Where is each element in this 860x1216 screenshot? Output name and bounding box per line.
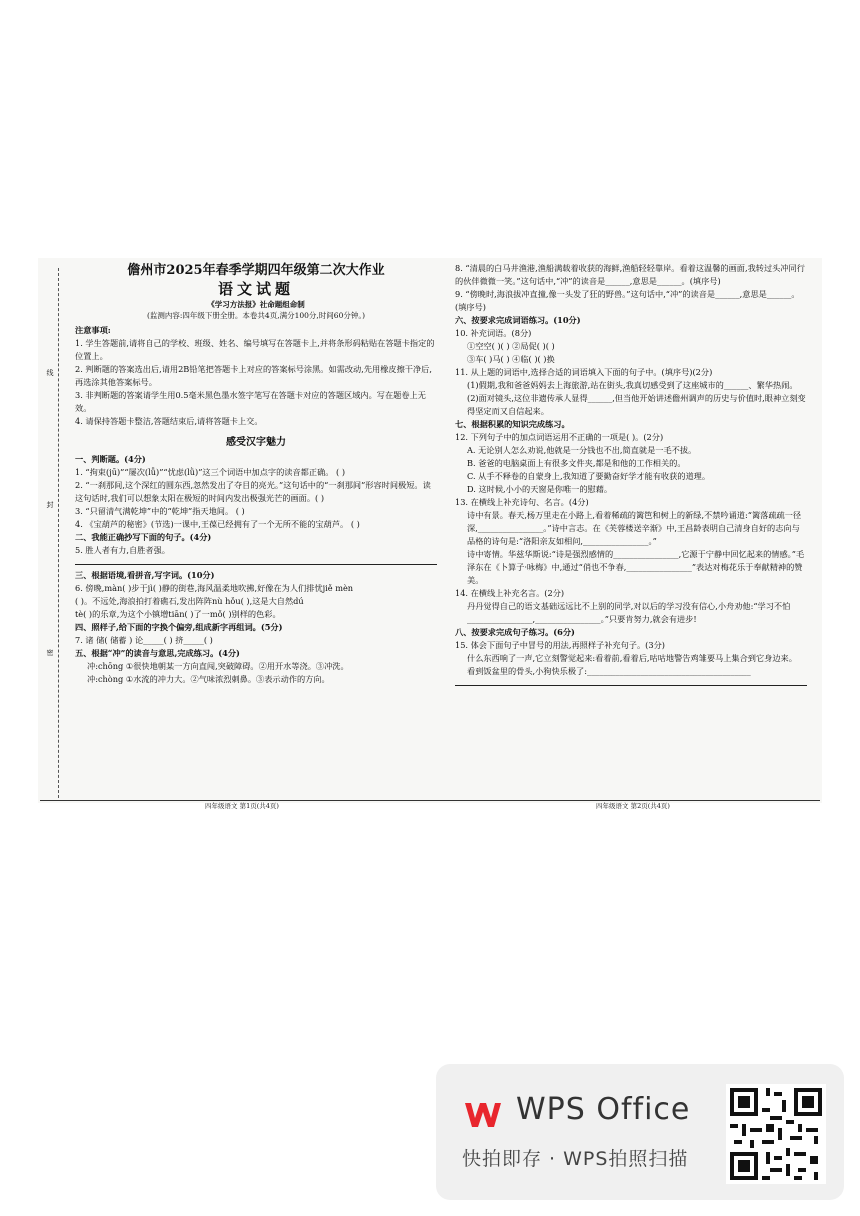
page-footer: 四年级语文 第2页(共4页) bbox=[596, 802, 670, 810]
notice-item: 3. 非判断题的答案请学生用0.5毫米黑色墨水签字笔写在答题卡对应的答题区域内。写在题卷上无效。 bbox=[75, 390, 426, 413]
question-item: 什么东西响了一声,它立刻警觉起来:看着前,看着后,咕咕地警告鸡雏要马上集合到它身边来。 bbox=[467, 653, 797, 663]
question-item: 冲:chōng ①很快地朝某一方向直闯,突破障碍。②用开水等浇。③冲洗。 bbox=[87, 661, 349, 671]
question-item: 11. 从上题的词语中,选择合适的词语填入下面的句子中。(填序号)(2分) bbox=[455, 367, 713, 377]
question-item: 7. 诸 储( 储蓄 ) 论_____( ) 挤_____( ) bbox=[75, 635, 213, 645]
part-title: 八、按要求完成句子练习。(6分) bbox=[455, 627, 575, 637]
exam-school-title: 儋州市2025年春季学期四年级第二次大作业 bbox=[127, 263, 385, 278]
question-item: 3. “只留清气满乾坤”中的“乾坤”指天地间。 ( ) bbox=[75, 506, 245, 516]
exam-scope: (监测内容:四年级下册全册。本卷共4页,满分100分,时间60分钟。) bbox=[146, 311, 366, 320]
question-item: (2)面对镜头,这位非遗传承人显得______,但当他开始讲述儋州调声的历史与价值时,眼神立刻变得坚定而又自信起来。 bbox=[467, 393, 806, 416]
part-title: 七、根据积累的知识完成练习。 bbox=[455, 419, 570, 429]
answer-line bbox=[455, 685, 807, 686]
binding-mark: 密 bbox=[46, 649, 54, 657]
question-item: 14. 在横线上补充名言。(2分) bbox=[455, 588, 565, 598]
notice-item: 4. 请保持答题卡整洁,答题结束后,请将答题卡上交。 bbox=[75, 416, 263, 426]
qr-code-icon bbox=[726, 1084, 826, 1184]
question-item: 2. “一刹那间,这个深红的圆东西,忽然发出了夺目的亮光。”这句话中的“一刹那间”形容时间极短。读这句话时,我们可以想象太阳在极短的时间内发出极强光芒的画面。( ) bbox=[75, 480, 431, 503]
question-item: tè( )的乐章,为这个小镇增tiān( )了一mǒ( )别样的色彩。 bbox=[75, 609, 281, 619]
question-item: 13. 在横线上补充诗句、名言。(4分) bbox=[455, 497, 589, 507]
question-option: C. 从手不释卷的自蒙身上,我知道了要勤奋好学才能有收获的道理。 bbox=[467, 471, 711, 481]
question-item: 6. 傍晚,màn( )步于jì( )静的街巷,海风温柔地吹拂,好像在为人们排忧jiě mèn bbox=[75, 583, 354, 593]
notice-item: 1. 学生答题前,请将自己的学校、班级、姓名、编号填写在答题卡上,并将条形码粘贴在答题卡指定的位置上。 bbox=[75, 338, 435, 361]
question-item: ③车( )马( ) ④临( )( )换 bbox=[467, 354, 555, 364]
answer-line bbox=[75, 564, 437, 565]
part-title: 一、判断题。(4分) bbox=[75, 454, 146, 464]
question-item: 看到饭盆里的骨头,小狗快乐极了:________________________________________ bbox=[467, 666, 751, 676]
exam-page-2 bbox=[455, 262, 807, 690]
wps-logo-icon bbox=[463, 1100, 503, 1130]
question-option: A. 无论别人怎么劝说,他就是一分钱也不出,简直就是一毛不拔。 bbox=[467, 445, 697, 455]
question-item: 丹丹觉得自己的语文基础远远比不上别的同学,对以后的学习没有信心,小舟劝他:“学习不怕________________,________________。”只要肯努力,就会有进步! bbox=[467, 601, 791, 624]
wps-tagline: 快拍即存 · WPS拍照扫描 bbox=[462, 1148, 689, 1170]
question-item: 12. 下列句子中的加点词语运用不正确的一项是( )。(2分) bbox=[455, 432, 664, 442]
part-title: 三、根据语境,看拼音,写字词。(10分) bbox=[75, 570, 215, 580]
binding-margin bbox=[44, 268, 59, 798]
wps-watermark-card bbox=[436, 1064, 844, 1200]
wps-brand-name: WPS Office bbox=[516, 1092, 691, 1127]
section-title: 感受汉字魅力 bbox=[226, 437, 286, 448]
part-title: 二、我能正确抄写下面的句子。(4分) bbox=[75, 532, 212, 542]
page-bottom-rule bbox=[40, 800, 820, 801]
question-option: D. 这时候,小小的天窗是你唯一的慰藉。 bbox=[467, 484, 613, 494]
notice-title: 注意事项: bbox=[75, 325, 111, 335]
question-item: ①空空( )( ) ②局促( )( ) bbox=[467, 341, 555, 351]
part-title: 六、按要求完成词语练习。(10分) bbox=[455, 315, 581, 325]
page-footer: 四年级语文 第1页(共4页) bbox=[205, 802, 279, 810]
notice-item: 2. 判断题的答案选出后,请用2B铅笔把答题卡上对应的答案标号涂黑。如需改动,先用橡皮擦干净后,再选涂其他答案标号。 bbox=[75, 364, 432, 387]
question-item: 4. 《宝葫芦的秘密》(节选)一课中,王葆已经拥有了一个无所不能的宝葫芦。 ( ) bbox=[75, 519, 360, 529]
question-item: 9. “傍晚时,海浪拔冲直撞,像一头发了狂的野兽。”这句话中,“冲”的读音是______,意思是______。(填序号) bbox=[455, 289, 800, 312]
question-item: 10. 补充词语。(8分) bbox=[455, 328, 532, 338]
question-item: 1. “拘束(jū)”“屡次(lǚ)”“忧虑(lǜ)”这三个词语中加点字的读音都正确。 ( ) bbox=[75, 467, 346, 477]
question-item: ( )。不远处,海浪拍打着礁石,发出阵阵nù hǒu( ),这是大自然dú bbox=[75, 596, 304, 606]
binding-mark: 封 bbox=[46, 501, 54, 509]
exam-page-1 bbox=[75, 262, 437, 686]
question-item: (1)假期,我和爸爸妈妈去上海旅游,站在街头,我真切感受到了这座城市的______、繁华热闹。 bbox=[467, 380, 798, 390]
question-item: 5. 胜人者有力,自胜者强。 bbox=[75, 545, 170, 555]
question-item: 诗中有景。春天,杨万里走在小路上,看着稀疏的篱笆和树上的新绿,不禁吟诵道:“篱落疏疏一径深,________________。”诗中言志。在《芙蓉楼送辛渐》中,王昌龄表明自己清身自好的志向与品格的诗句是:“洛阳亲友如相问,________________。” bbox=[467, 510, 802, 546]
part-title: 五、根据“冲”的读音与意思,完成练习。(4分) bbox=[75, 648, 240, 658]
question-item: 8. “清晨的白马井渔港,渔船满载着收获的海鲜,渔船轻轻靠岸。看着这温馨的画面,我转过头冲同行的伙伴微微一笑。”这句话中,“冲”的读音是______,意思是______。(填序号) bbox=[455, 263, 805, 286]
part-title: 四、照样子,给下面的字换个偏旁,组成新字再组词。(5分) bbox=[75, 622, 283, 632]
question-item: 15. 体会下面句子中冒号的用法,再照样子补充句子。(3分) bbox=[455, 640, 665, 650]
binding-mark: 线 bbox=[46, 369, 54, 377]
question-item: 冲:chòng ①水流的冲力大。②气味浓烈刺鼻。③表示动作的方向。 bbox=[87, 674, 330, 684]
question-option: B. 爸爸的电脑桌面上有很多文件夹,都是和他的工作相关的。 bbox=[467, 458, 686, 468]
exam-subject-title: 语文试题 bbox=[217, 280, 294, 298]
exam-press: 《学习方法报》社命题组命制 bbox=[207, 300, 305, 309]
question-item: 诗中寄情。华兹华斯说:“诗是强烈感情的________________,它源于宁静中回忆起来的情感。”毛泽东在《卜算子·咏梅》中,通过“俏也不争春,________________”表达对梅花乐于奉献精神的赞美。 bbox=[467, 549, 805, 585]
